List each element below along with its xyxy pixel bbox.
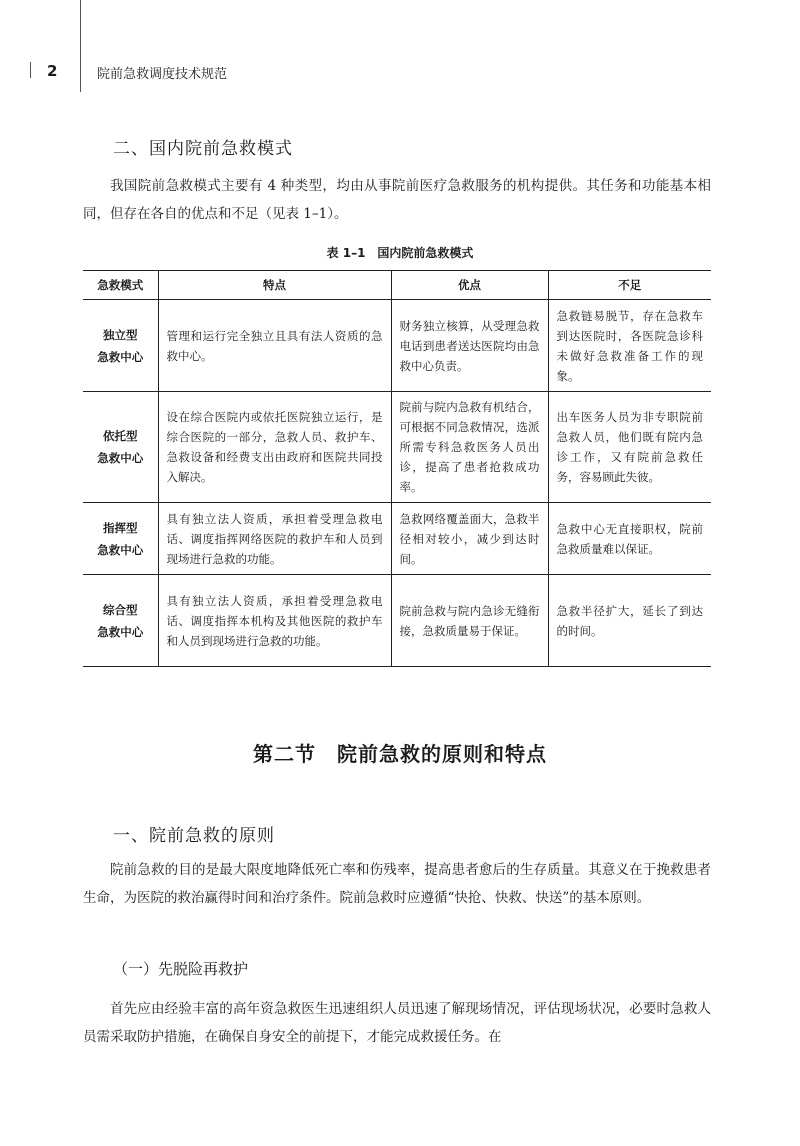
mode-suffix: 急救中心 — [97, 624, 144, 639]
section-heading-domestic-models: 二、国内院前急救模式 — [113, 139, 293, 159]
table-row — [83, 503, 711, 575]
advantages-cell: 财务独立核算，从受理急救电话到患者送达医院均由急救中心负责。 — [391, 300, 548, 392]
shortcomings-cell: 急救链易脱节，存在急救车到达医院时，各医院急诊科未做好急救准备工作的现象。 — [548, 300, 711, 392]
page-number: 2 — [47, 62, 58, 80]
column-header-shortcomings: 不足 — [548, 271, 711, 300]
column-header-mode: 急救模式 — [83, 271, 158, 300]
table-row — [83, 575, 711, 667]
features-cell: 管理和运行完全独立且具有法人资质的急救中心。 — [158, 300, 391, 392]
features-cell: 设在综合医院内或依托医院独立运行，是综合医院的一部分，急救人员、救护车、急救设备和经费支出由政府和医院共同投入解决。 — [158, 392, 391, 503]
mode-name: 依托型 — [103, 429, 138, 443]
running-title: 院前急救调度技术规范 — [97, 67, 228, 82]
mode-name: 独立型 — [103, 327, 138, 342]
emergency-models-table — [83, 270, 711, 667]
advantages-cell: 院前与院内急救有机结合，可根据不同急救情况，选派所需专科急救医务人员出诊，提高了患者抢救成功率。 — [391, 392, 548, 503]
section-heading-principles: 一、院前急救的原则 — [113, 826, 275, 846]
table-row — [83, 392, 711, 503]
mode-cell — [83, 503, 158, 575]
features-cell: 具有独立法人资质，承担着受理急救电话、调度指挥网络医院的救护车和人员到现场进行急救的功能。 — [158, 503, 391, 575]
principles-paragraph: 院前急救的目的是最大限度地降低死亡率和伤残率，提高患者愈后的生存质量。其意义在于挽救患者生命，为医院的救治赢得时间和治疗条件。院前急救时应遵循“快抢、快救、快送”的基本原则。 — [83, 862, 711, 906]
shortcomings-cell: 急救半径扩大，延长了到达的时间。 — [548, 575, 711, 667]
mode-cell — [83, 300, 158, 392]
advantages-cell: 院前急救与院内急诊无缝衔接，急救质量易于保证。 — [391, 575, 548, 667]
table-row — [83, 300, 711, 392]
table-header-row — [83, 271, 711, 300]
shortcomings-cell: 急救中心无直接职权，院前急救质量难以保证。 — [548, 503, 711, 575]
mode-suffix: 急救中心 — [97, 542, 144, 557]
column-header-advantages: 优点 — [391, 271, 548, 300]
features-cell: 具有独立法人资质，承担着受理急救电话、调度指挥本机构及其他医院的救护车和人员到现场进行急救的功能。 — [158, 575, 391, 667]
header-vertical-rule — [80, 0, 81, 92]
mode-name: 指挥型 — [103, 520, 138, 535]
mode-cell — [83, 392, 158, 503]
table-caption: 表 1–1 国内院前急救模式 — [326, 246, 474, 260]
header-left-divider — [30, 62, 31, 78]
mode-suffix: 急救中心 — [97, 451, 144, 465]
chapter-heading: 第二节 院前急救的原则和特点 — [253, 742, 547, 766]
rescue-paragraph: 首先应由经验丰富的高年资急救医生迅速组织人员迅速了解现场情况，评估现场状况，必要时急救人员需采取防护措施，在确保自身安全的前提下，才能完成救援任务。在 — [83, 1001, 711, 1045]
mode-name: 综合型 — [103, 602, 138, 617]
intro-paragraph: 我国院前急救模式主要有 4 种类型，均由从事院前医疗急救服务的机构提供。其任务和功能基本相同，但存在各自的优点和不足（见表 1–1）。 — [83, 178, 711, 222]
advantages-cell: 急救网络覆盖面大，急救半径相对较小，减少到达时间。 — [391, 503, 548, 575]
subsection-heading: （一）先脱险再救护 — [113, 960, 249, 978]
column-header-features: 特点 — [158, 271, 391, 300]
shortcomings-cell: 出车医务人员为非专职院前急救人员，他们既有院内急诊工作，又有院前急救任务，容易顾此失彼。 — [548, 392, 711, 503]
mode-cell — [83, 575, 158, 667]
mode-suffix: 急救中心 — [97, 349, 144, 364]
